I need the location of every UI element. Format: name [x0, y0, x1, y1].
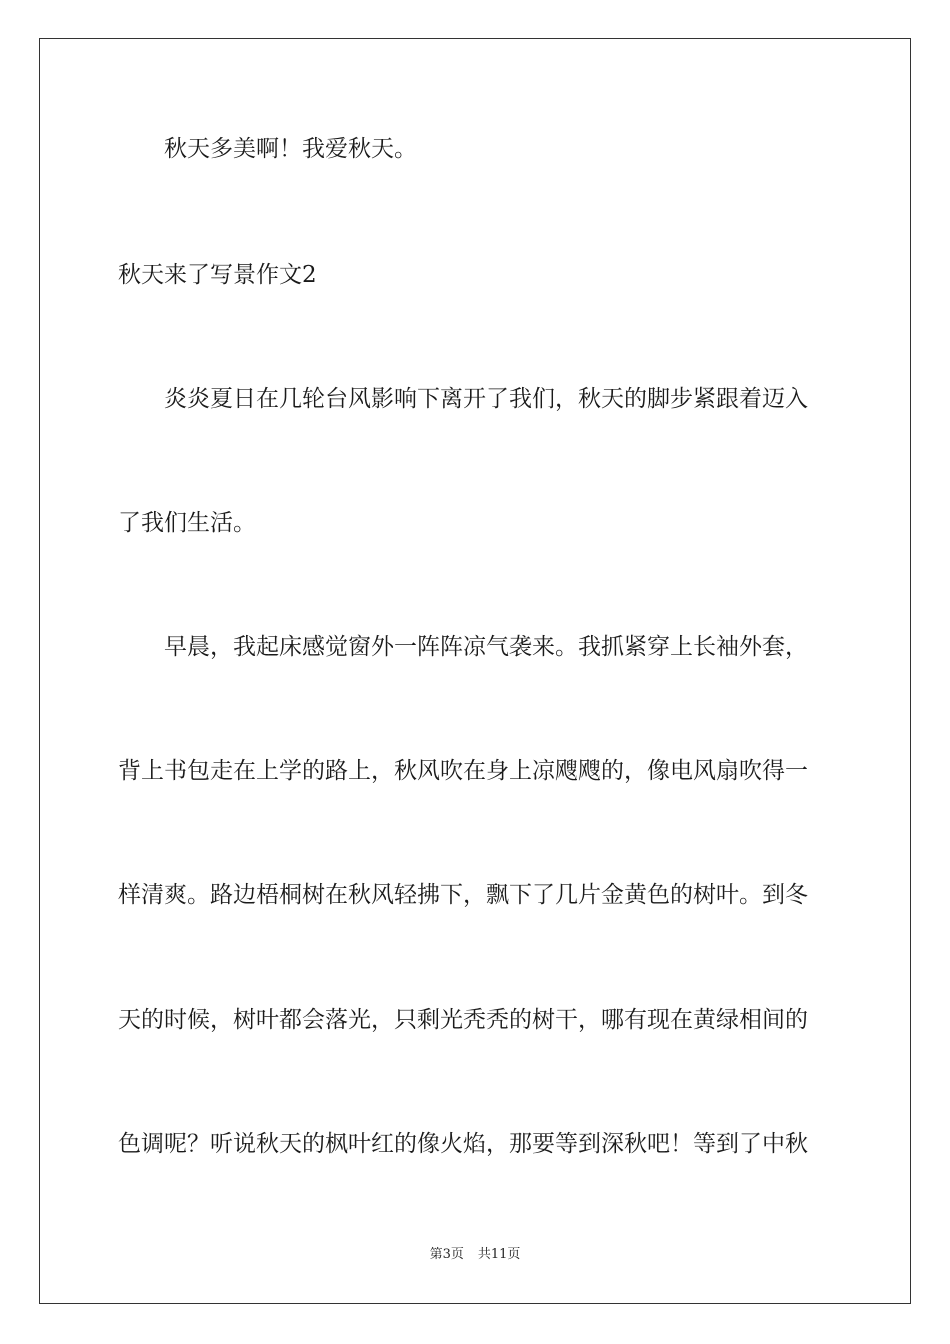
page-border [39, 38, 911, 1304]
paragraph-line: 早晨，我起床感觉窗外一阵阵凉气袭来。我抓紧穿上长袖外套， [118, 634, 808, 660]
paragraph-line: 色调呢？听说秋天的枫叶红的像火焰，那要等到深秋吧！等到了中秋 [118, 1131, 808, 1157]
page-footer [0, 1246, 950, 1264]
page-total: 共11页 [477, 1247, 521, 1262]
paragraph-line: 背上书包走在上学的路上，秋风吹在身上凉飕飕的，像电风扇吹得一 [118, 758, 808, 784]
paragraph-line: 秋天多美啊！我爱秋天。 [118, 136, 417, 162]
paragraph-line: 炎炎夏日在几轮台风影响下离开了我们，秋天的脚步紧跟着迈入 [118, 386, 808, 412]
paragraph-line: 了我们生活。 [118, 510, 256, 536]
paragraph-line: 天的时候，树叶都会落光，只剩光秃秃的树干，哪有现在黄绿相间的 [118, 1007, 808, 1033]
section-heading: 秋天来了写景作文2 [118, 262, 317, 288]
page-number: 第3页 [429, 1247, 464, 1262]
paragraph-line: 样清爽。路边梧桐树在秋风轻拂下，飘下了几片金黄色的树叶。到冬 [118, 882, 808, 908]
